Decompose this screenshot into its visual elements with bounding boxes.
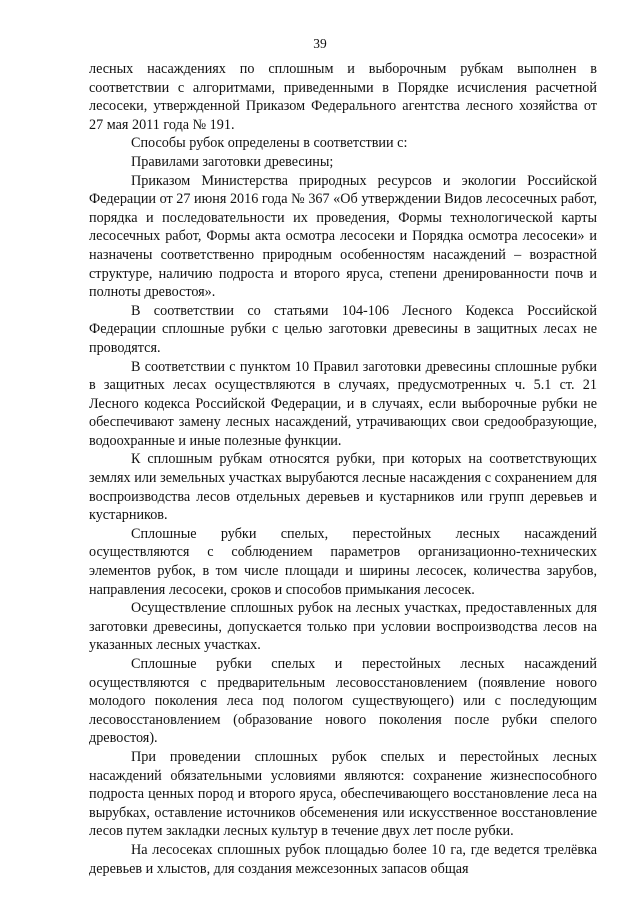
paragraph-continuation: лесных насаждениях по сплошным и выборочным рубкам выполнен в соответствии с алгоритмами, приведенными в Порядке исчисления расчетной лесосеки, утвержденной Приказом Федерального агентства лесного хозяйства от 27 мая 2011 года № 191.	[89, 61, 597, 133]
document-body	[89, 60, 597, 878]
paragraph: Правилами заготовки древесины;	[131, 153, 334, 170]
paragraph: Сплошные рубки спелых и перестойных лесных насаждений осуществляются с предварительным лесовосстановлением (появление нового молодого поколения леса под пологом существующего) или с последующим лесовосстановлением (образование нового поколения после рубки спелого древостоя).	[89, 656, 597, 747]
paragraph: В соответствии с пунктом 10 Правил заготовки древесины сплошные рубки в защитных лесах осуществляются в случаях, предусмотренных ч. 5.1 ст. 21 Лесного кодекса Российской Федерации, и в случаях, если выборочные рубки не обеспечивают замену лесных насаждений, утрачивающих свои средообразующие, водоохранные и иные полезные функции.	[89, 358, 597, 449]
paragraph: При проведении сплошных рубок спелых и перестойных лесных насаждений обязательными условиями являются: сохранение жизнеспособного подроста ценных пород и второго яруса, обеспечивающего восстановление леса на вырубках, оставление источников обсеменения или искусственное восстановление лесов путем закладки лесных культур в течение двух лет после рубки.	[89, 748, 597, 840]
paragraph: Способы рубок определены в соответствии с:	[131, 135, 408, 152]
paragraph: Сплошные рубки спелых, перестойных лесных насаждений осуществляются с соблюдением параметров организационно-технических элементов рубок, в том числе площади и ширины лесосек, количества зарубов, направления лесосеки, сроков и способов примыкания лесосек.	[89, 525, 597, 598]
paragraph: Осуществление сплошных рубок на лесных участках, предоставленных для заготовки древесины, допускается только при условии воспроизводства лесов на указанных лесных участках.	[89, 600, 597, 654]
page-number: 39	[313, 36, 327, 51]
paragraph: Приказом Министерства природных ресурсов и экологии Российской Федерации от 27 июня 2016 года № 367 «Об утверждении Видов лесосечных работ, порядка и последовательности их проведения, Формы технологической карты лесосечных работ, Формы акта осмотра лесосеки и Порядка осмотра лесосеки» и назначены соответственно природным особенностям насаждений – возрастной структуре, наличию подроста и второго яруса, степени дренированности почв и полноты древостоя».	[89, 172, 597, 301]
paragraph: К сплошным рубкам относятся рубки, при которых на соответствующих землях или земельных участках вырубаются лесные насаждения с сохранением для воспроизводства лесов отдельных деревьев и кустарников или групп деревьев и кустарников.	[89, 451, 597, 524]
paragraph: На лесосеках сплошных рубок площадью более 10 га, где ведется трелёвка деревьев и хлыстов, для создания межсезонных запасов общая	[89, 841, 597, 877]
paragraph: В соответствии со статьями 104-106 Лесного Кодекса Российской Федерации сплошные рубки с целью заготовки древесины в защитных лесах не проводятся.	[89, 302, 597, 356]
